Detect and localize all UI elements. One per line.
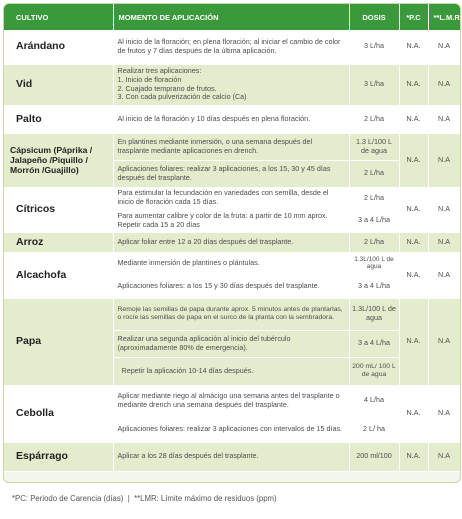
application-text: Para aumentar calibre y color de la fruta: a partir de 10 mm aprox. Repetir cada 15 a 20 días bbox=[113, 209, 349, 232]
crop-name: Arándano bbox=[4, 30, 113, 64]
table-row bbox=[4, 385, 460, 416]
application-text: Aplicar foliar entre 12 a 20 días después del trasplante. bbox=[113, 232, 349, 252]
pc-value: N.A. bbox=[399, 442, 428, 471]
application-text: Al inicio de la floración y 10 días después en plena floración. bbox=[113, 105, 349, 133]
dose-value: 1.3L/100 L de agua bbox=[349, 252, 399, 274]
crop-name: Papa bbox=[4, 298, 113, 385]
table-row bbox=[4, 133, 460, 160]
lmr-value: N.A bbox=[428, 30, 460, 64]
table-row bbox=[4, 232, 460, 252]
dose-value: 3 a 4 L/ha bbox=[349, 330, 399, 357]
table-row bbox=[4, 442, 460, 471]
dose-value: 3 a 4 L/ha bbox=[349, 274, 399, 298]
pc-value: N.A. bbox=[399, 232, 428, 252]
lmr-value: N.A bbox=[428, 252, 460, 298]
lmr-value: N.A bbox=[428, 133, 460, 187]
crop-name: Cítricos bbox=[4, 187, 113, 232]
application-text: Repetir la aplicación 10-14 días después. bbox=[113, 357, 349, 385]
application-text: Para estimular la fecundación en variedades con semilla, desde el inicio de floración cada 15 días. bbox=[113, 187, 349, 209]
pc-value: N.A. bbox=[399, 187, 428, 232]
application-text: Al inicio de la floración; en plena floración; al iniciar el cambio de color de frutos y 7 días después de la última aplicación. bbox=[113, 30, 349, 64]
pc-value: N.A. bbox=[399, 64, 428, 105]
application-text: Mediante inmersión de plantines o plántulas. bbox=[113, 252, 349, 274]
lmr-value: N.A bbox=[428, 187, 460, 232]
application-text: Aplicar mediante riego al almácigo una semana antes del trasplante o mediante drench una semana después del trasplante. bbox=[113, 385, 349, 416]
table-header-row bbox=[4, 4, 460, 30]
application-text: Realizar una segunda aplicación al inicio del tubérculo (aproximadamente 80% de emergencia). bbox=[113, 330, 349, 357]
lmr-value: N.A bbox=[428, 442, 460, 471]
header-pc: *P.C bbox=[399, 4, 428, 30]
table-row bbox=[4, 105, 460, 133]
header-lmr: **L.M.R bbox=[428, 4, 460, 30]
dose-value: 2 L/ha bbox=[349, 232, 399, 252]
dose-value: 2 L/ha bbox=[349, 105, 399, 133]
dose-value: 1.3 L/100 L de agua bbox=[349, 133, 399, 160]
pc-value: N.A. bbox=[399, 133, 428, 187]
dose-value: 200 ml/100 bbox=[349, 442, 399, 471]
dose-value: 4 L/ha bbox=[349, 385, 399, 416]
crop-name: Arroz bbox=[4, 232, 113, 252]
application-text: En plantines mediante inmersión, o una semana después del trasplante mediante aplicaciones en drench. bbox=[113, 133, 349, 160]
application-table-frame bbox=[3, 3, 461, 483]
pc-value: N.A. bbox=[399, 298, 428, 385]
crop-name: Alcachofa bbox=[4, 252, 113, 298]
pc-value: N.A. bbox=[399, 30, 428, 64]
lmr-value: N.A bbox=[428, 385, 460, 442]
application-text: Remoje las semillas de papa durante aprox. 5 minutos antes de plantarlas, o rocíe las semillas de papa en el surco de la planta con la sembradora. bbox=[113, 298, 349, 330]
dose-value: 3 L/ha bbox=[349, 30, 399, 64]
pc-value: N.A. bbox=[399, 105, 428, 133]
dose-value: 2 L/ha bbox=[349, 160, 399, 187]
table-row bbox=[4, 30, 460, 64]
table-row bbox=[4, 187, 460, 209]
dose-value: 2 L/ha bbox=[349, 187, 399, 209]
crop-name: Espárrago bbox=[4, 442, 113, 471]
header-momento: MOMENTO DE APLICACIÓN bbox=[113, 4, 349, 30]
application-text: Aplicaciones foliares: realizar 3 aplicaciones con intervalos de 15 días. bbox=[113, 416, 349, 442]
crop-name: Palto bbox=[4, 105, 113, 133]
application-table bbox=[4, 4, 461, 472]
header-dosis: DOSIS bbox=[349, 4, 399, 30]
crop-name: Cebolla bbox=[4, 385, 113, 442]
application-text: Aplicaciones foliares: realizar 3 aplicaciones, a los 15, 30 y 45 días después del trasplante. bbox=[113, 160, 349, 187]
dose-value: 3 a 4 L/ha bbox=[349, 209, 399, 232]
application-text: Aplicaciones foliares: a los 15 y 30 días después del trasplante. bbox=[113, 274, 349, 298]
dose-value: 1.3L/100 L de agua bbox=[349, 298, 399, 330]
lmr-value: N.A bbox=[428, 64, 460, 105]
dose-value: 3 L/ha bbox=[349, 64, 399, 105]
table-row bbox=[4, 252, 460, 274]
table-row bbox=[4, 64, 460, 105]
lmr-value: N.A bbox=[428, 232, 460, 252]
dose-value: 200 mL/ 100 L de agua bbox=[349, 357, 399, 385]
pc-value: N.A. bbox=[399, 385, 428, 442]
lmr-value: N.A bbox=[428, 298, 460, 385]
lmr-value: N.A bbox=[428, 105, 460, 133]
dose-value: 2 L/ ha bbox=[349, 416, 399, 442]
crop-name: Vid bbox=[4, 64, 113, 105]
application-text: Realizar tres aplicaciones: 1. Inicio de floración 2. Cuajado temprano de frutos. 3. Con cada pulverización de calcio (Ca) bbox=[113, 64, 349, 105]
application-text: Aplicar a los 28 días después del trasplante. bbox=[113, 442, 349, 471]
table-row bbox=[4, 298, 460, 330]
crop-name: Cápsicum (Páprika / Jalapeño /Piquillo / Morrón /Guajillo) bbox=[4, 133, 113, 187]
footnote: *PC: Periodo de Carencia (días) | **LMR: Límite máximo de residuos (ppm) bbox=[12, 494, 277, 503]
header-cultivo: CULTIVO bbox=[4, 4, 113, 30]
pc-value: N.A. bbox=[399, 252, 428, 298]
